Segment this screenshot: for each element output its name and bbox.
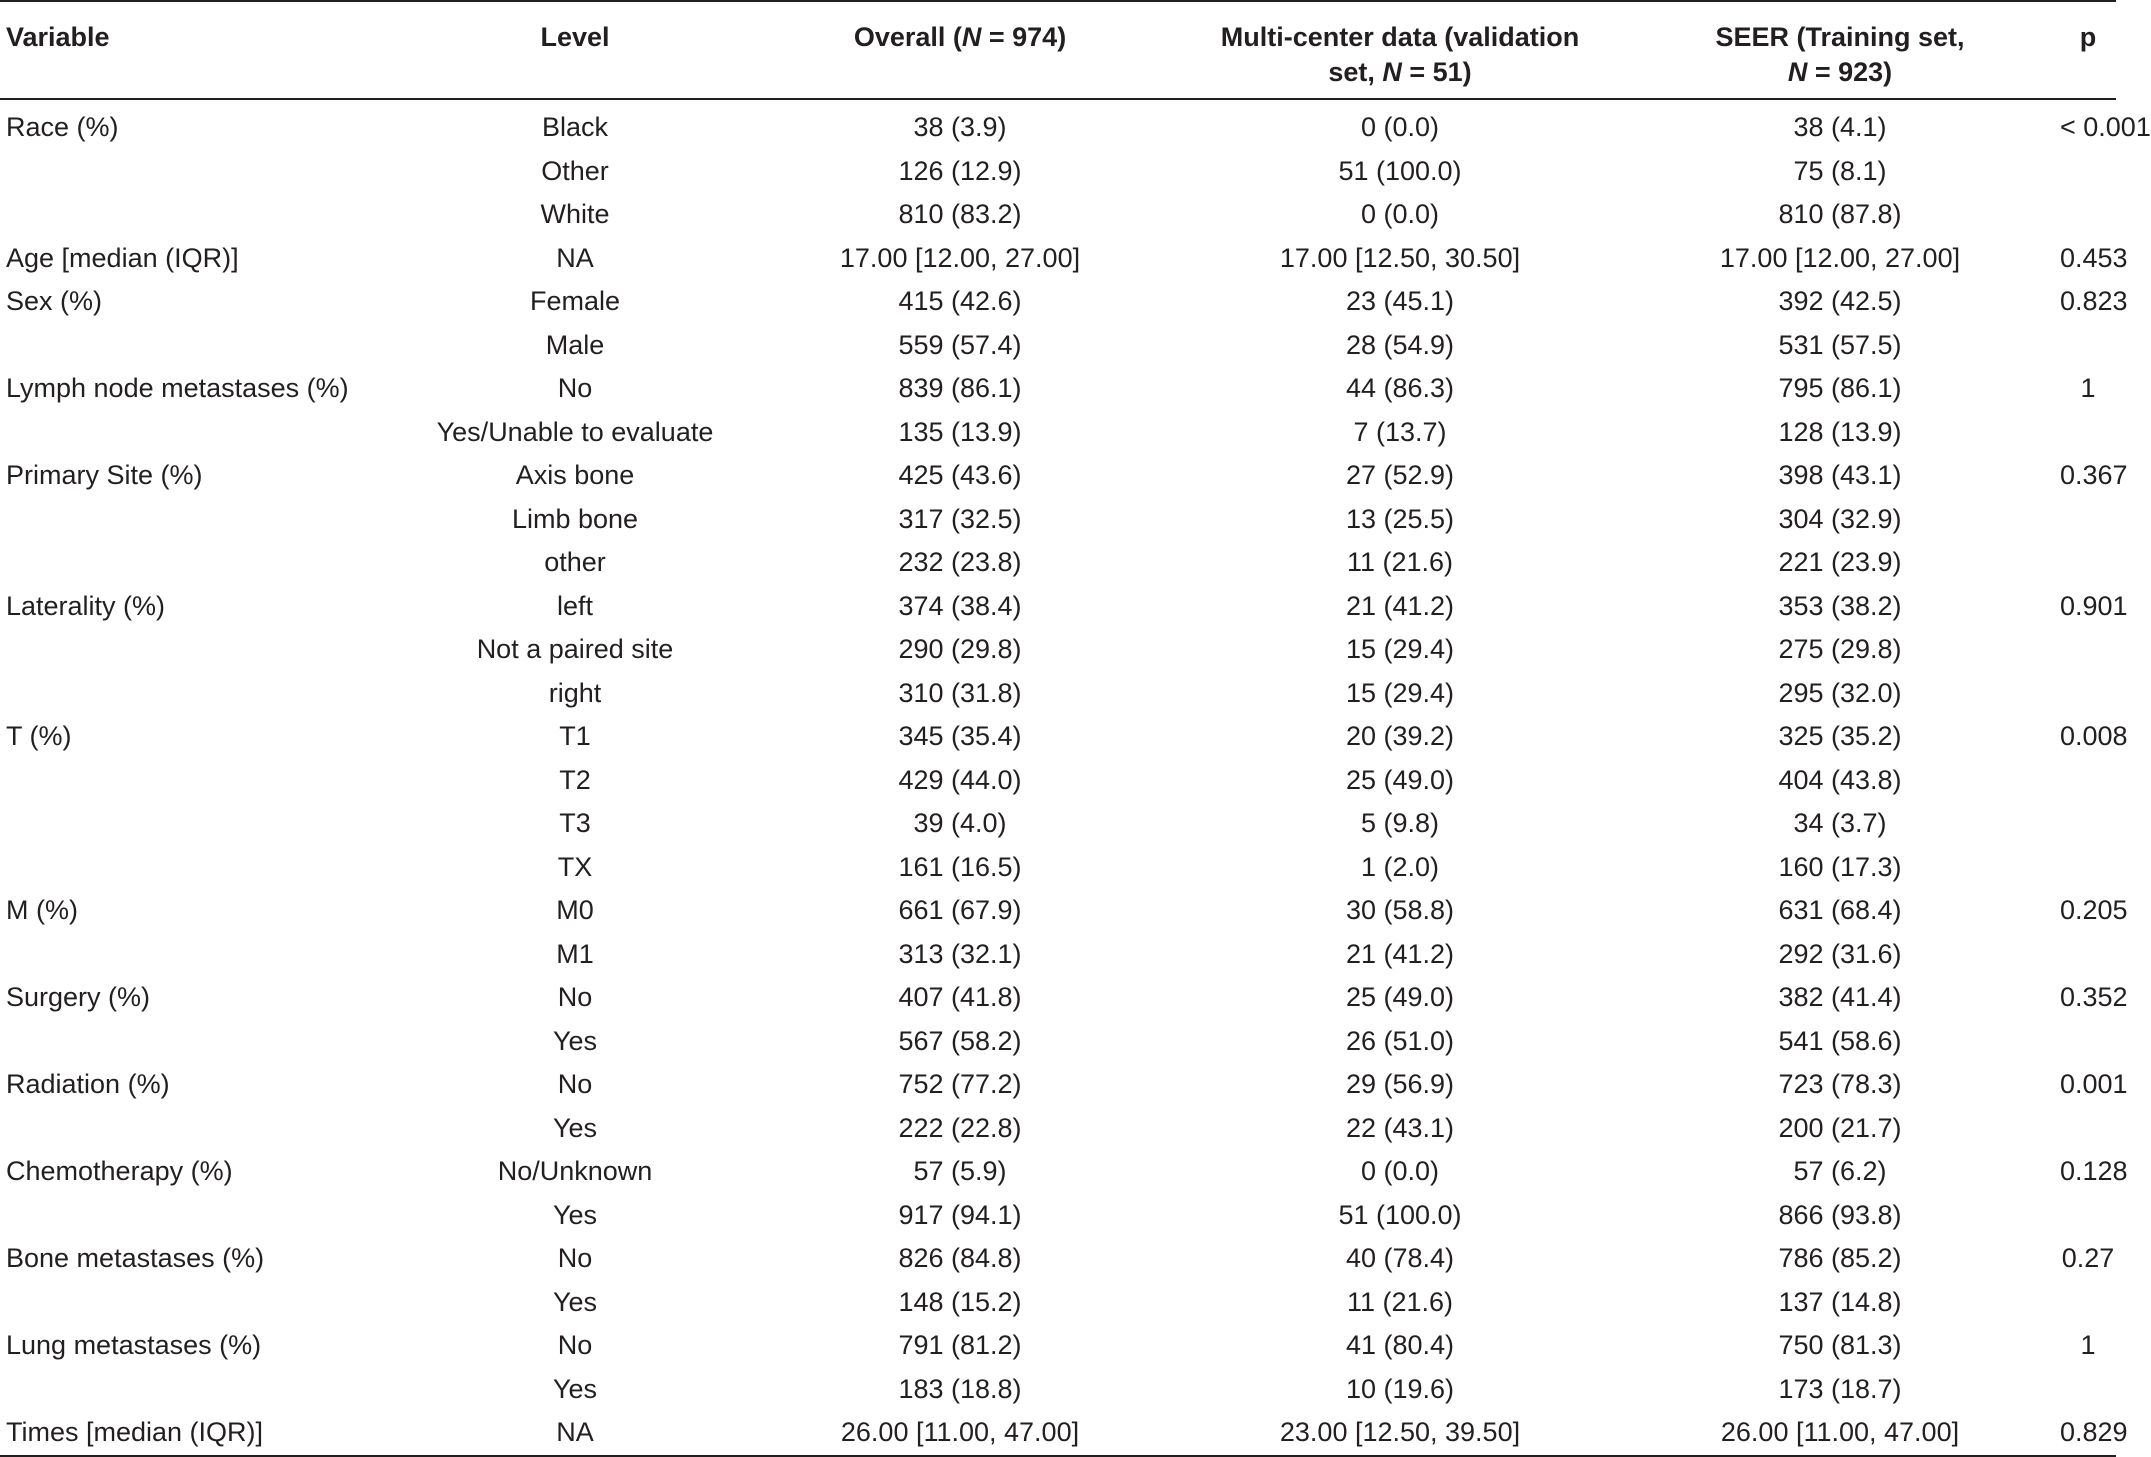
cell-multi-center: 40 (78.4) xyxy=(1345,1243,1455,1274)
table-row xyxy=(0,889,2116,933)
cell-seer: 398 (43.1) xyxy=(1778,460,1902,491)
cell-overall: 38 (3.9) xyxy=(913,112,1007,143)
cell-seer: 295 (32.0) xyxy=(1778,677,1902,708)
cell-multi-center: 51 (100.0) xyxy=(1338,155,1462,186)
cell-overall: 810 (83.2) xyxy=(898,199,1022,230)
cell-level: NA xyxy=(410,1411,740,1456)
cell-overall: 39 (4.0) xyxy=(913,808,1007,839)
cell-overall: 135 (13.9) xyxy=(898,416,1022,447)
cell-multi-center: 1 (2.0) xyxy=(1360,851,1440,882)
cell-overall: 559 (57.4) xyxy=(898,329,1022,360)
cell-overall: 826 (84.8) xyxy=(898,1243,1022,1274)
cell-level: Yes xyxy=(552,1286,598,1317)
cell-seer: 404 (43.8) xyxy=(1778,764,1902,795)
cell-variable xyxy=(0,1368,410,1412)
cell-variable xyxy=(0,628,410,672)
cell-variable: Times [median (IQR)] xyxy=(0,1411,410,1456)
table-row xyxy=(0,411,2116,455)
cell-level: No xyxy=(557,373,593,404)
cell-multi-center: 7 (13.7) xyxy=(1353,416,1447,447)
table-header xyxy=(0,1,2116,99)
cell-variable: Chemotherapy (%) xyxy=(6,1156,233,1187)
cell-p-value xyxy=(2060,541,2116,585)
cell-p-value xyxy=(2060,802,2116,846)
cell-multi-center: 28 (54.9) xyxy=(1345,329,1455,360)
cell-seer: 160 (17.3) xyxy=(1778,851,1902,882)
cell-level: NA xyxy=(556,242,594,273)
cell-level: No xyxy=(557,982,593,1013)
table-row xyxy=(0,1020,2116,1064)
cell-seer: 34 (3.7) xyxy=(1793,808,1887,839)
table-row xyxy=(0,99,2116,150)
cell-multi-center: 27 (52.9) xyxy=(1345,460,1455,491)
cell-seer: 795 (86.1) xyxy=(1778,373,1902,404)
cell-seer: 325 (35.2) xyxy=(1778,721,1902,752)
header-overall: Overall (N = 974) xyxy=(740,8,1180,99)
cell-multi-center: 11 (21.6) xyxy=(1346,547,1454,578)
cell-p-value: 0.205 xyxy=(2060,895,2128,926)
cell-variable xyxy=(0,1107,410,1151)
cell-level: M0 xyxy=(556,895,594,926)
header-row xyxy=(0,8,2116,99)
cell-level: Other xyxy=(541,155,609,186)
cell-multi-center: 20 (39.2) xyxy=(1345,721,1455,752)
cell-seer: 221 (23.9) xyxy=(1778,547,1902,578)
cell-level: No xyxy=(557,1069,593,1100)
cell-multi-center: 17.00 [12.50, 30.50] xyxy=(1279,242,1521,273)
table-row xyxy=(0,1194,2116,1238)
cell-p-value xyxy=(2060,1194,2116,1238)
cell-seer: 26.00 [11.00, 47.00] xyxy=(1620,1411,2060,1456)
cell-variable xyxy=(0,541,410,585)
cell-level: White xyxy=(540,199,610,230)
cell-overall: 661 (67.9) xyxy=(898,895,1022,926)
cell-variable: Age [median (IQR)] xyxy=(6,242,239,273)
cell-overall: 232 (23.8) xyxy=(898,547,1022,578)
cell-seer: 292 (31.6) xyxy=(1778,938,1902,969)
table-row xyxy=(0,1063,2116,1107)
cell-seer: 38 (4.1) xyxy=(1793,112,1887,143)
cell-variable: Primary Site (%) xyxy=(6,460,203,491)
cell-overall: 407 (41.8) xyxy=(898,982,1022,1013)
cell-seer: 866 (93.8) xyxy=(1778,1199,1902,1230)
cell-overall: 57 (5.9) xyxy=(913,1156,1007,1187)
cell-p-value: 0.27 xyxy=(2061,1243,2115,1274)
cell-overall: 222 (22.8) xyxy=(898,1112,1022,1143)
cell-overall: 839 (86.1) xyxy=(898,373,1022,404)
cell-seer: 810 (87.8) xyxy=(1778,199,1902,230)
cell-seer: 137 (14.8) xyxy=(1778,1286,1902,1317)
cell-level: Female xyxy=(529,286,621,317)
cell-overall: 161 (16.5) xyxy=(898,851,1022,882)
table-row xyxy=(0,1107,2116,1151)
table-row xyxy=(0,1237,2116,1281)
cell-variable xyxy=(0,846,410,890)
table-row xyxy=(0,454,2116,498)
cell-seer: 128 (13.9) xyxy=(1778,416,1902,447)
cell-overall: 17.00 [12.00, 27.00] xyxy=(839,242,1081,273)
cell-p-value: 0.001 xyxy=(2060,1069,2128,1100)
cell-multi-center: 41 (80.4) xyxy=(1345,1330,1455,1361)
cell-variable xyxy=(0,150,410,194)
cell-level: T2 xyxy=(559,764,591,795)
cell-seer: 75 (8.1) xyxy=(1793,155,1887,186)
cell-level: Yes xyxy=(552,1199,598,1230)
cell-level: other xyxy=(544,547,606,578)
cell-overall: 567 (58.2) xyxy=(898,1025,1022,1056)
cell-variable xyxy=(0,1020,410,1064)
header-level: Level xyxy=(410,8,740,99)
cell-multi-center: 22 (43.1) xyxy=(1345,1112,1455,1143)
table-row xyxy=(0,1324,2116,1368)
cell-level: Black xyxy=(541,112,609,143)
table-row xyxy=(0,541,2116,585)
cell-multi-center: 11 (21.6) xyxy=(1346,1286,1454,1317)
cell-variable xyxy=(0,933,410,977)
cell-variable xyxy=(0,672,410,716)
cell-seer: 723 (78.3) xyxy=(1778,1069,1902,1100)
cell-multi-center: 51 (100.0) xyxy=(1338,1199,1462,1230)
cell-variable: T (%) xyxy=(6,721,72,752)
cell-variable: Laterality (%) xyxy=(6,590,166,621)
top-rule xyxy=(0,1,2116,8)
cell-p-value xyxy=(2060,628,2116,672)
table-row xyxy=(0,976,2116,1020)
header-seer: SEER (Training set, N = 923) xyxy=(1620,8,2060,99)
table-row xyxy=(0,498,2116,542)
cell-seer: 382 (41.4) xyxy=(1778,982,1902,1013)
cell-variable: Race (%) xyxy=(6,112,119,143)
cell-level: No xyxy=(557,1330,593,1361)
cell-level: T3 xyxy=(559,808,591,839)
cell-level: Yes xyxy=(552,1025,598,1056)
cell-level: Male xyxy=(545,329,605,360)
table-row xyxy=(0,846,2116,890)
cell-overall: 183 (18.8) xyxy=(898,1373,1022,1404)
table-row xyxy=(0,715,2116,759)
cell-multi-center: 15 (29.4) xyxy=(1345,634,1455,665)
cell-p-value: 0.367 xyxy=(2060,460,2128,491)
cell-overall: 752 (77.2) xyxy=(898,1069,1022,1100)
cell-variable xyxy=(0,193,410,237)
cell-variable xyxy=(0,1194,410,1238)
cell-p-value: 1 xyxy=(2080,373,2096,404)
table-row xyxy=(0,585,2116,629)
cell-p-value: 0.901 xyxy=(2060,590,2128,621)
cell-seer: 57 (6.2) xyxy=(1793,1156,1887,1187)
cell-variable: Sex (%) xyxy=(6,286,103,317)
cell-variable: Surgery (%) xyxy=(6,982,151,1013)
cell-p-value: 0.008 xyxy=(2060,721,2128,752)
cell-variable: M (%) xyxy=(6,895,78,926)
cell-p-value xyxy=(2060,411,2116,455)
cell-p-value: < 0.001 xyxy=(2060,112,2151,143)
cell-multi-center: 15 (29.4) xyxy=(1345,677,1455,708)
cell-p-value xyxy=(2060,1368,2116,1412)
cell-level: Yes xyxy=(552,1112,598,1143)
cell-variable: Lung metastases (%) xyxy=(6,1330,262,1361)
cell-level: Not a paired site xyxy=(476,634,674,665)
table-row xyxy=(0,237,2116,281)
cell-p-value xyxy=(2060,759,2116,803)
cell-p-value xyxy=(2060,933,2116,977)
cell-multi-center: 13 (25.5) xyxy=(1345,503,1455,534)
cell-multi-center: 0 (0.0) xyxy=(1360,1156,1440,1187)
header-multi-center: Multi-center data (validation set, N = 51) xyxy=(1180,8,1620,99)
cell-p-value: 0.128 xyxy=(2060,1156,2128,1187)
cell-p-value xyxy=(2060,1281,2116,1325)
cell-p-value xyxy=(2060,324,2116,368)
cell-overall: 917 (94.1) xyxy=(898,1199,1022,1230)
cell-p-value xyxy=(2060,672,2116,716)
cell-seer: 631 (68.4) xyxy=(1778,895,1902,926)
cell-p-value: 1 xyxy=(2080,1330,2096,1361)
table-row xyxy=(0,1150,2116,1194)
table-row xyxy=(0,324,2116,368)
cell-level: right xyxy=(548,677,602,708)
cell-overall: 374 (38.4) xyxy=(898,590,1022,621)
cell-level: No/Unknown xyxy=(497,1156,653,1187)
table-row xyxy=(0,759,2116,803)
table-row xyxy=(0,150,2116,194)
cell-variable: Bone metastases (%) xyxy=(6,1243,265,1274)
table-row xyxy=(0,933,2116,977)
cell-overall: 290 (29.8) xyxy=(898,634,1022,665)
table-row xyxy=(0,280,2116,324)
cell-p-value xyxy=(2060,846,2116,890)
cell-multi-center: 5 (9.8) xyxy=(1360,808,1440,839)
table-row xyxy=(0,367,2116,411)
table-row xyxy=(0,193,2116,237)
cell-multi-center: 21 (41.2) xyxy=(1345,590,1455,621)
cell-level: T1 xyxy=(559,721,591,752)
table-row xyxy=(0,1368,2116,1412)
table-body xyxy=(0,99,2151,1456)
cell-seer: 786 (85.2) xyxy=(1778,1243,1902,1274)
cell-level: Yes xyxy=(552,1373,598,1404)
cell-variable: Radiation (%) xyxy=(6,1069,170,1100)
cell-level: left xyxy=(556,590,594,621)
table-row xyxy=(0,1281,2116,1325)
header-p: p xyxy=(2060,8,2116,99)
cell-seer: 17.00 [12.00, 27.00] xyxy=(1719,242,1961,273)
cell-level: No xyxy=(557,1243,593,1274)
cell-multi-center: 23.00 [12.50, 39.50] xyxy=(1180,1411,1620,1456)
cell-level: Yes/Unable to evaluate xyxy=(436,416,714,447)
cell-level: TX xyxy=(557,851,593,882)
table-row xyxy=(0,672,2116,716)
header-variable: Variable xyxy=(0,8,410,99)
cell-p-value xyxy=(2060,498,2116,542)
cell-p-value xyxy=(2060,193,2116,237)
cell-p-value xyxy=(2060,1020,2116,1064)
cell-seer: 531 (57.5) xyxy=(1778,329,1902,360)
cell-seer: 541 (58.6) xyxy=(1778,1025,1902,1056)
cell-level: M1 xyxy=(556,938,594,969)
table-row xyxy=(0,628,2116,672)
cell-overall: 148 (15.2) xyxy=(898,1286,1022,1317)
cell-variable: Lymph node metastases (%) xyxy=(6,373,349,404)
cell-multi-center: 30 (58.8) xyxy=(1345,895,1455,926)
cell-p-value xyxy=(2060,150,2116,194)
cell-overall: 425 (43.6) xyxy=(898,460,1022,491)
cell-p-value: 0.829 xyxy=(2060,1411,2116,1456)
cell-overall: 429 (44.0) xyxy=(898,764,1022,795)
cell-seer: 750 (81.3) xyxy=(1778,1330,1902,1361)
cell-multi-center: 25 (49.0) xyxy=(1345,764,1455,795)
cell-overall: 126 (12.9) xyxy=(898,155,1022,186)
table-row xyxy=(0,1411,2116,1456)
cell-overall: 791 (81.2) xyxy=(898,1330,1022,1361)
cell-p-value: 0.823 xyxy=(2060,286,2128,317)
cell-variable xyxy=(0,1281,410,1325)
cell-variable xyxy=(0,759,410,803)
cell-multi-center: 0 (0.0) xyxy=(1360,112,1440,143)
cell-overall: 317 (32.5) xyxy=(898,503,1022,534)
cell-overall: 310 (31.8) xyxy=(898,677,1022,708)
cell-multi-center: 10 (19.6) xyxy=(1345,1373,1455,1404)
cell-overall: 26.00 [11.00, 47.00] xyxy=(740,1411,1180,1456)
cell-multi-center: 25 (49.0) xyxy=(1345,982,1455,1013)
cell-p-value xyxy=(2060,1107,2116,1151)
cell-seer: 200 (21.7) xyxy=(1778,1112,1902,1143)
cell-multi-center: 21 (41.2) xyxy=(1345,938,1455,969)
cell-overall: 313 (32.1) xyxy=(898,938,1022,969)
cell-seer: 173 (18.7) xyxy=(1778,1373,1902,1404)
cell-multi-center: 44 (86.3) xyxy=(1345,373,1455,404)
cell-seer: 275 (29.8) xyxy=(1778,634,1902,665)
cell-p-value: 0.453 xyxy=(2060,242,2128,273)
cell-p-value: 0.352 xyxy=(2060,982,2128,1013)
cell-multi-center: 0 (0.0) xyxy=(1360,199,1440,230)
cell-multi-center: 29 (56.9) xyxy=(1345,1069,1455,1100)
cell-variable xyxy=(0,411,410,455)
cell-variable xyxy=(0,324,410,368)
cell-seer: 392 (42.5) xyxy=(1778,286,1902,317)
cell-overall: 345 (35.4) xyxy=(898,721,1022,752)
cell-variable xyxy=(0,498,410,542)
cell-seer: 353 (38.2) xyxy=(1778,590,1902,621)
cell-multi-center: 23 (45.1) xyxy=(1345,286,1455,317)
table-row xyxy=(0,802,2116,846)
cell-variable xyxy=(0,802,410,846)
cell-level: Axis bone xyxy=(515,460,635,491)
cell-seer: 304 (32.9) xyxy=(1778,503,1902,534)
cell-level: Limb bone xyxy=(511,503,639,534)
cell-multi-center: 26 (51.0) xyxy=(1345,1025,1455,1056)
cell-overall: 415 (42.6) xyxy=(898,286,1022,317)
